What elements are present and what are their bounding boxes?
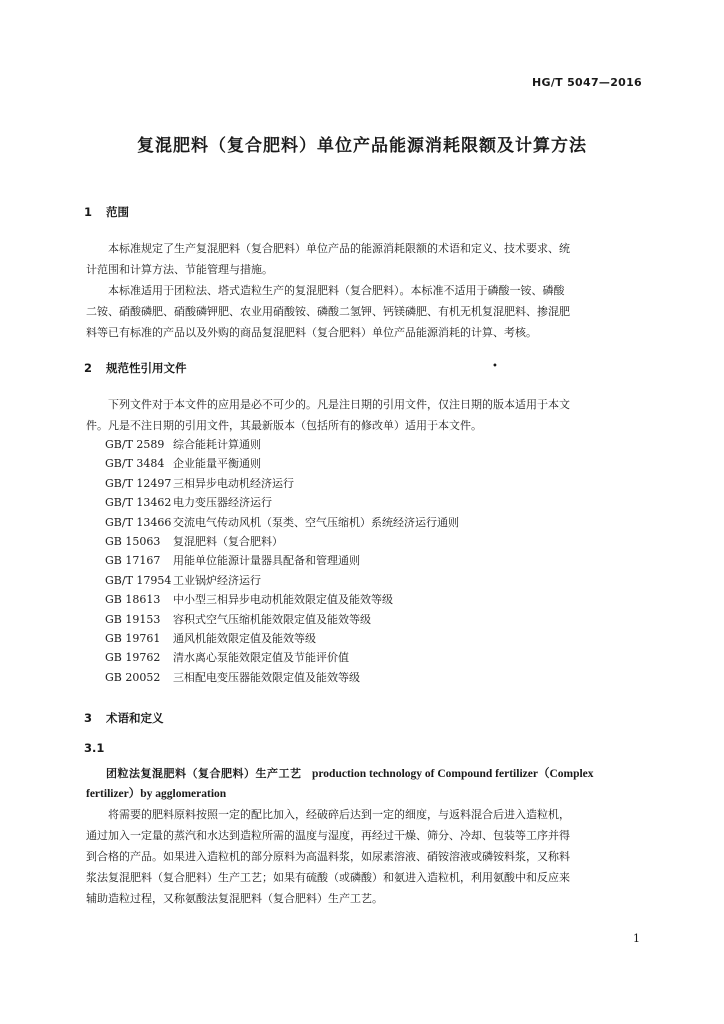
reference-code: GB 17167 [105, 554, 161, 568]
reference-code: GB/T 13466 [105, 515, 172, 529]
reference-code: GB/T 3484 [105, 457, 165, 471]
stray-dot-mark: • [492, 361, 498, 372]
term-english-line-1: production technology of Compound fertilizer（Complex [312, 768, 594, 780]
reference-item [105, 513, 459, 532]
reference-code: GB 18613 [105, 593, 161, 607]
reference-title: 交流电气传动风机（泵类、空气压缩机）系统经济运行通则 [173, 515, 459, 529]
reference-code: GB 20052 [105, 670, 161, 684]
term-definition [86, 804, 658, 909]
page-number: 1 [633, 932, 640, 945]
text-line: 辅助造粒过程，又称氨酸法复混肥料（复合肥料）生产工艺。 [86, 892, 383, 905]
reference-title: 清水离心泵能效限定值及节能评价值 [173, 651, 349, 665]
section-number: 3 [84, 711, 93, 725]
reference-item [105, 532, 459, 551]
section-number: 1 [84, 205, 93, 219]
section-number: 2 [84, 361, 93, 375]
text-line: 下列文件对于本文件的应用是必不可少的。凡是注日期的引用文件，仅注日期的版本适用于本文 [108, 398, 570, 411]
section-2-heading [84, 360, 187, 376]
document-title: 复混肥料（复合肥料）单位产品能源消耗限额及计算方法 [137, 136, 587, 156]
section-title: 术语和定义 [106, 711, 164, 725]
reference-title: 工业锅炉经济运行 [173, 573, 261, 587]
reference-item [105, 668, 459, 687]
reference-item [105, 551, 459, 570]
reference-item [105, 629, 459, 648]
reference-item [105, 454, 459, 473]
text-line: 料等已有标准的产品以及外购的商品复混肥料（复合肥料）单位产品能源消耗的计算、考核。 [86, 326, 537, 339]
reference-item [105, 493, 459, 512]
reference-title: 复混肥料（复合肥料） [173, 534, 283, 548]
reference-title: 容积式空气压缩机能效限定值及能效等级 [173, 612, 371, 626]
reference-item [105, 474, 459, 493]
section-title: 规范性引用文件 [106, 361, 187, 375]
reference-item [105, 648, 459, 667]
section-1-heading [84, 204, 129, 220]
standard-number: HG/T 5047—2016 [532, 76, 643, 89]
section-1-paragraph-1 [86, 238, 658, 280]
text-line: 通过加入一定量的蒸汽和水达到造粒所需的温度与湿度，再经过干燥、筛分、冷却、包装等工序并得 [86, 829, 570, 842]
reference-code: GB 19762 [105, 651, 161, 665]
reference-title: 综合能耗计算通则 [173, 438, 261, 451]
reference-item [105, 571, 459, 590]
term-chinese: 团粒法复混肥料（复合肥料）生产工艺 [106, 767, 302, 780]
reference-code: GB 19761 [105, 631, 161, 645]
term-english-line-2: fertilizer）by agglomeration [86, 788, 227, 800]
reference-code: GB/T 12497 [105, 476, 172, 490]
reference-code: GB 15063 [105, 534, 161, 548]
reference-title: 通风机能效限定值及能效等级 [173, 631, 316, 645]
reference-item [105, 590, 459, 609]
section-1-paragraph-2 [86, 280, 658, 343]
reference-title: 三相异步电动机经济运行 [173, 476, 294, 490]
text-line: 本标准规定了生产复混肥料（复合肥料）单位产品的能源消耗限额的术语和定义、技术要求、统 [108, 242, 570, 255]
text-line: 二铵、硝酸磷肥、硝酸磷钾肥、农业用硝酸铵、磷酸二氢钾、钙镁磷肥、有机无机复混肥料、掺混肥 [86, 305, 570, 318]
reference-title: 中小型三相异步电动机能效限定值及能效等级 [173, 593, 393, 607]
section-title: 范围 [106, 205, 129, 219]
reference-title: 三相配电变压器能效限定值及能效等级 [173, 670, 360, 684]
text-line: 到合格的产品。如果进入造粒机的部分原料为高温料浆，如尿素溶液、硝铵溶液或磷铵料浆，又称料 [86, 850, 570, 863]
reference-code: GB/T 17954 [105, 573, 172, 587]
reference-title: 用能单位能源计量器具配备和管理通则 [173, 554, 360, 568]
section-3-heading [84, 710, 164, 726]
normative-references-list [105, 435, 459, 687]
text-line: 件。凡是不注日期的引用文件，其最新版本（包括所有的修改单）适用于本文件。 [86, 419, 482, 432]
section-2-intro [86, 394, 658, 436]
subsection-number: 3.1 [84, 741, 105, 755]
reference-item [105, 610, 459, 629]
text-line: 计范围和计算方法、节能管理与措施。 [86, 263, 273, 276]
reference-title: 电力变压器经济运行 [173, 496, 272, 510]
reference-item [105, 435, 459, 454]
reference-code: GB 19153 [105, 612, 161, 626]
reference-code: GB/T 13462 [105, 496, 172, 510]
term-heading [86, 764, 656, 804]
text-line: 将需要的肥料原料按照一定的配比加入，经破碎后达到一定的细度，与返料混合后进入造粒机， [108, 808, 570, 821]
text-line: 浆法复混肥料（复合肥料）生产工艺；如果有硫酸（或磷酸）和氨进入造粒机，利用氨酸中和反应来 [86, 871, 570, 884]
reference-code: GB/T 2589 [105, 438, 165, 451]
reference-title: 企业能量平衡通则 [173, 457, 261, 471]
text-line: 本标准适用于团粒法、塔式造粒生产的复混肥料（复合肥料）。本标准不适用于磷酸一铵、磷酸 [108, 284, 565, 297]
